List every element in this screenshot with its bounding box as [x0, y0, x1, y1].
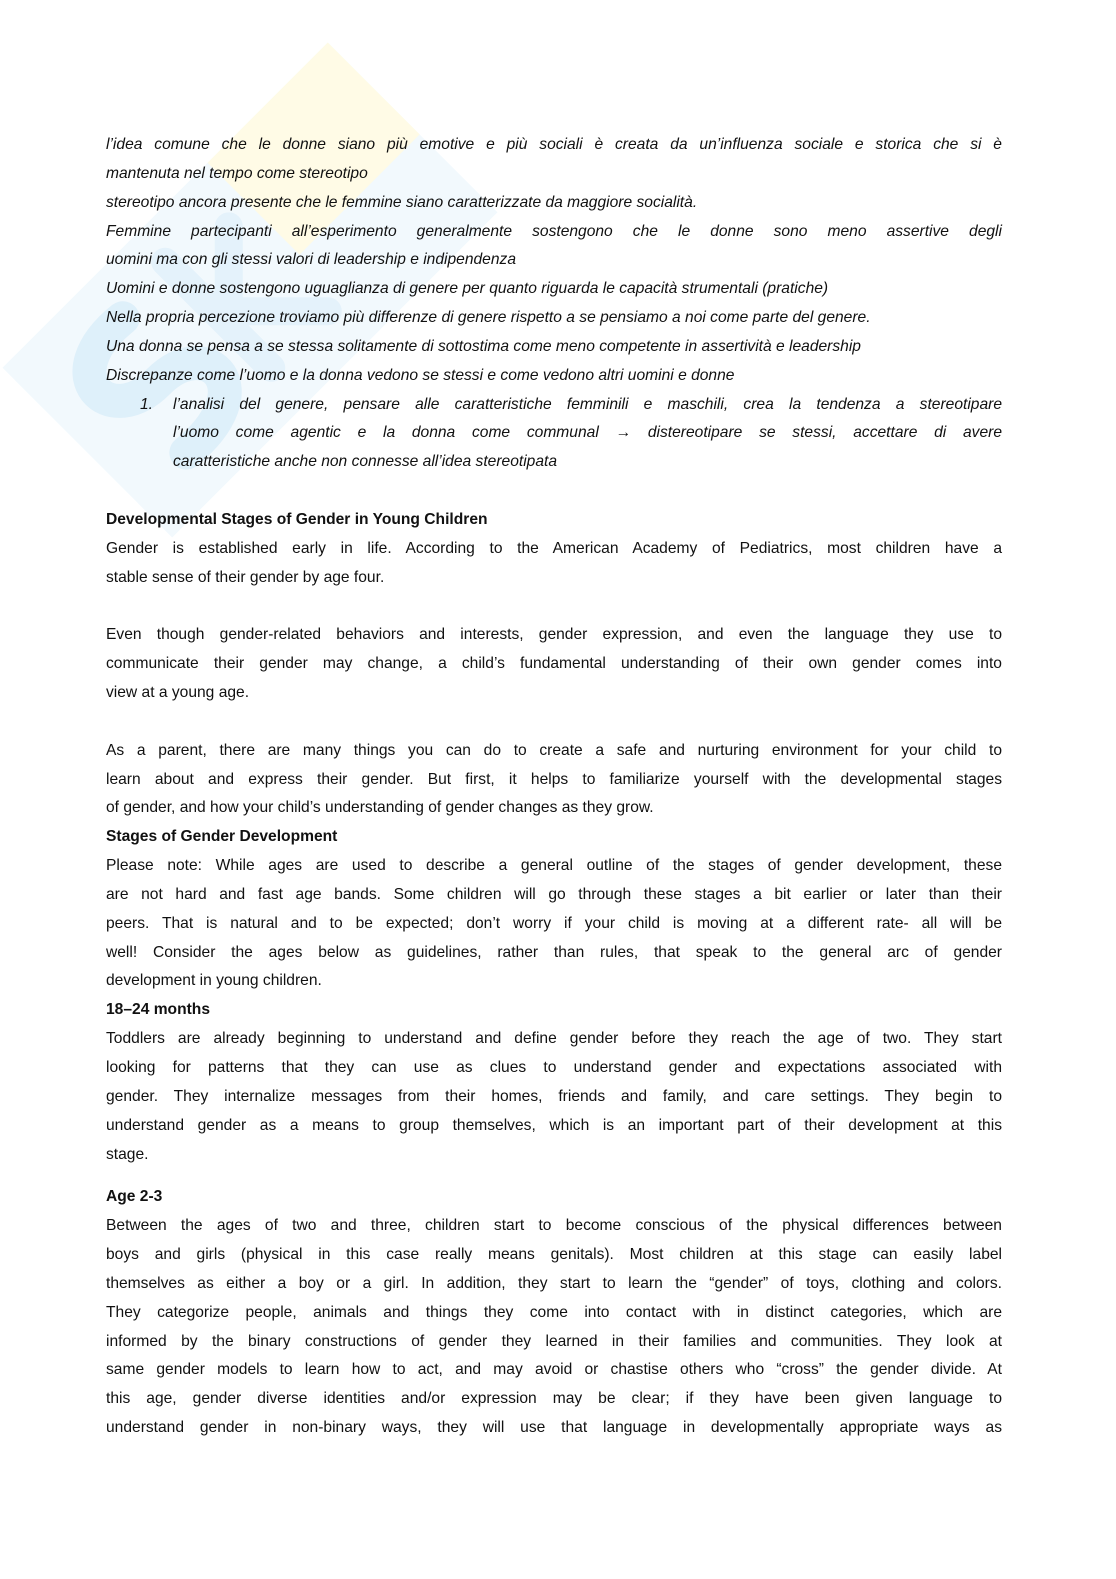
- italic-paragraph: [106, 362, 1002, 391]
- text-line: same gender models to learn how to act, and may avoid or chastise others who “cross” the gender divide. At: [106, 1361, 1002, 1379]
- text-line: looking for patterns that they can use as clues to understand gender and expectations associated with: [106, 1059, 1002, 1076]
- text-line: l’uomo come agentic e la donna come communal → distereotipare se stessi, accettare di avere: [173, 424, 1002, 442]
- text-line: Una donna se pensa a se stessa solitamente di sottostima come meno competente in assertività e leadership: [106, 337, 861, 355]
- italic-paragraph: [106, 275, 1002, 304]
- paragraph: [106, 1025, 1002, 1169]
- spacer: [106, 593, 1002, 622]
- text-line: Nella propria percezione troviamo più differenze di genere rispetto a se pensiamo a noi come parte del genere.: [106, 309, 871, 327]
- text-line: Gender is established early in life. According to the American Academy of Pediatrics, most children have a: [106, 539, 1002, 557]
- text-line: gender. They internalize messages from their homes, friends and family, and care settings. They begin to: [106, 1087, 1002, 1105]
- italic-paragraph: [106, 333, 1002, 362]
- section-heading: 18–24 months: [106, 1001, 211, 1019]
- italic-paragraph: [106, 218, 1002, 276]
- italic-paragraph: [106, 189, 1002, 218]
- text-line: caratteristiche anche non connesse all’idea stereotipata: [173, 453, 558, 471]
- text-line: development in young children.: [106, 972, 322, 990]
- paragraph: [106, 852, 1002, 996]
- section-heading: Stages of Gender Development: [106, 828, 338, 846]
- section-heading: Developmental Stages of Gender in Young Children: [106, 510, 488, 528]
- text-line: stereotipo ancora presente che le femmine siano caratterizzate da maggiore socialità.: [106, 193, 698, 211]
- text-line: Femmine partecipanti all’esperimento generalmente sostengono che le donne sono meno assertive degli: [106, 222, 1002, 240]
- text-line: of gender, and how your child’s understanding of gender changes as they grow.: [106, 799, 654, 817]
- paragraph: [106, 1212, 1002, 1443]
- list-number: 1.: [140, 395, 154, 413]
- text-line: informed by the binary constructions of gender they learned in their families and communities. They look at: [106, 1332, 1002, 1350]
- text-line: boys and girls (physical in this case really means genitals). Most children at this stage can easily label: [106, 1246, 1002, 1264]
- text-line: l’idea comune che le donne siano più emotive e più sociali è creata da un’influenza sociale e storica che si è: [106, 136, 1002, 153]
- spacer: [106, 477, 1002, 506]
- text-line: Between the ages of two and three, children start to become conscious of the physical differences between: [106, 1217, 1002, 1235]
- text-line: understand gender as a means to group themselves, which is an important part of their development at this: [106, 1116, 1002, 1134]
- text-line: this age, gender diverse identities and/or expression may be clear; if they have been given language to: [106, 1390, 1002, 1408]
- paragraph: [106, 621, 1002, 708]
- text-line: Discrepanze come l’uomo e la donna vedono se stessi e come vedono altri uomini e donne: [106, 366, 735, 384]
- italic-paragraph: [106, 304, 1002, 333]
- text-line: Uomini e donne sostengono uguaglianza di genere per quanto riguarda le capacità strumentali (pratiche): [106, 280, 829, 298]
- text-line: uomini ma con gli stessi valori di leadership e indipendenza: [106, 251, 516, 269]
- text-line: stable sense of their gender by age four.: [106, 568, 385, 586]
- text-line: understand gender in non-binary ways, they will use that language in developmentally appropriate ways as: [106, 1419, 1002, 1437]
- text-line: well! Consider the ages below as guidelines, rather than rules, that speak to the general arc of gender: [106, 943, 1002, 961]
- english-article: [106, 477, 1002, 1443]
- document-page: [106, 131, 1002, 1443]
- spacer: [106, 708, 1002, 737]
- text-line: mantenuta nel tempo come stereotipo: [106, 164, 368, 182]
- text-line: peers. That is natural and to be expected; don’t worry if your child is moving at a different rate- all will be: [106, 914, 1002, 932]
- numbered-list-item: [106, 391, 1002, 478]
- text-line: learn about and express their gender. But first, it helps to familiarize yourself with the developmental stages: [106, 770, 1002, 788]
- text-line: are not hard and fast age bands. Some children will go through these stages a bit earlier or later than their: [106, 885, 1002, 903]
- italic-notes: [106, 131, 1002, 391]
- text-line: They categorize people, animals and things they come into contact with in distinct categories, which are: [106, 1303, 1002, 1321]
- paragraph: [106, 535, 1002, 593]
- text-line: communicate their gender may change, a child’s fundamental understanding of their own gender comes into: [106, 655, 1002, 673]
- paragraph: [106, 737, 1002, 824]
- text-line: l’analisi del genere, pensare alle caratteristiche femminili e maschili, crea la tendenza a stereotipare: [173, 395, 1002, 413]
- italic-paragraph: [106, 131, 1002, 189]
- text-line: view at a young age.: [106, 684, 250, 702]
- section-heading: Age 2-3: [106, 1188, 163, 1206]
- text-line: Toddlers are already beginning to understand and define gender before they reach the age of two. They start: [106, 1030, 1002, 1048]
- spacer: [106, 1169, 1002, 1183]
- text-line: stage.: [106, 1145, 149, 1163]
- text-line: As a parent, there are many things you can do to create a safe and nurturing environment for your child to: [106, 741, 1002, 759]
- text-line: Even though gender-related behaviors and interests, gender expression, and even the language they use to: [106, 626, 1002, 644]
- text-line: themselves as either a boy or a girl. In addition, they start to learn the “gender” of toys, clothing and colors.: [106, 1274, 1002, 1292]
- text-line: Please note: While ages are used to describe a general outline of the stages of gender development, these: [106, 857, 1002, 875]
